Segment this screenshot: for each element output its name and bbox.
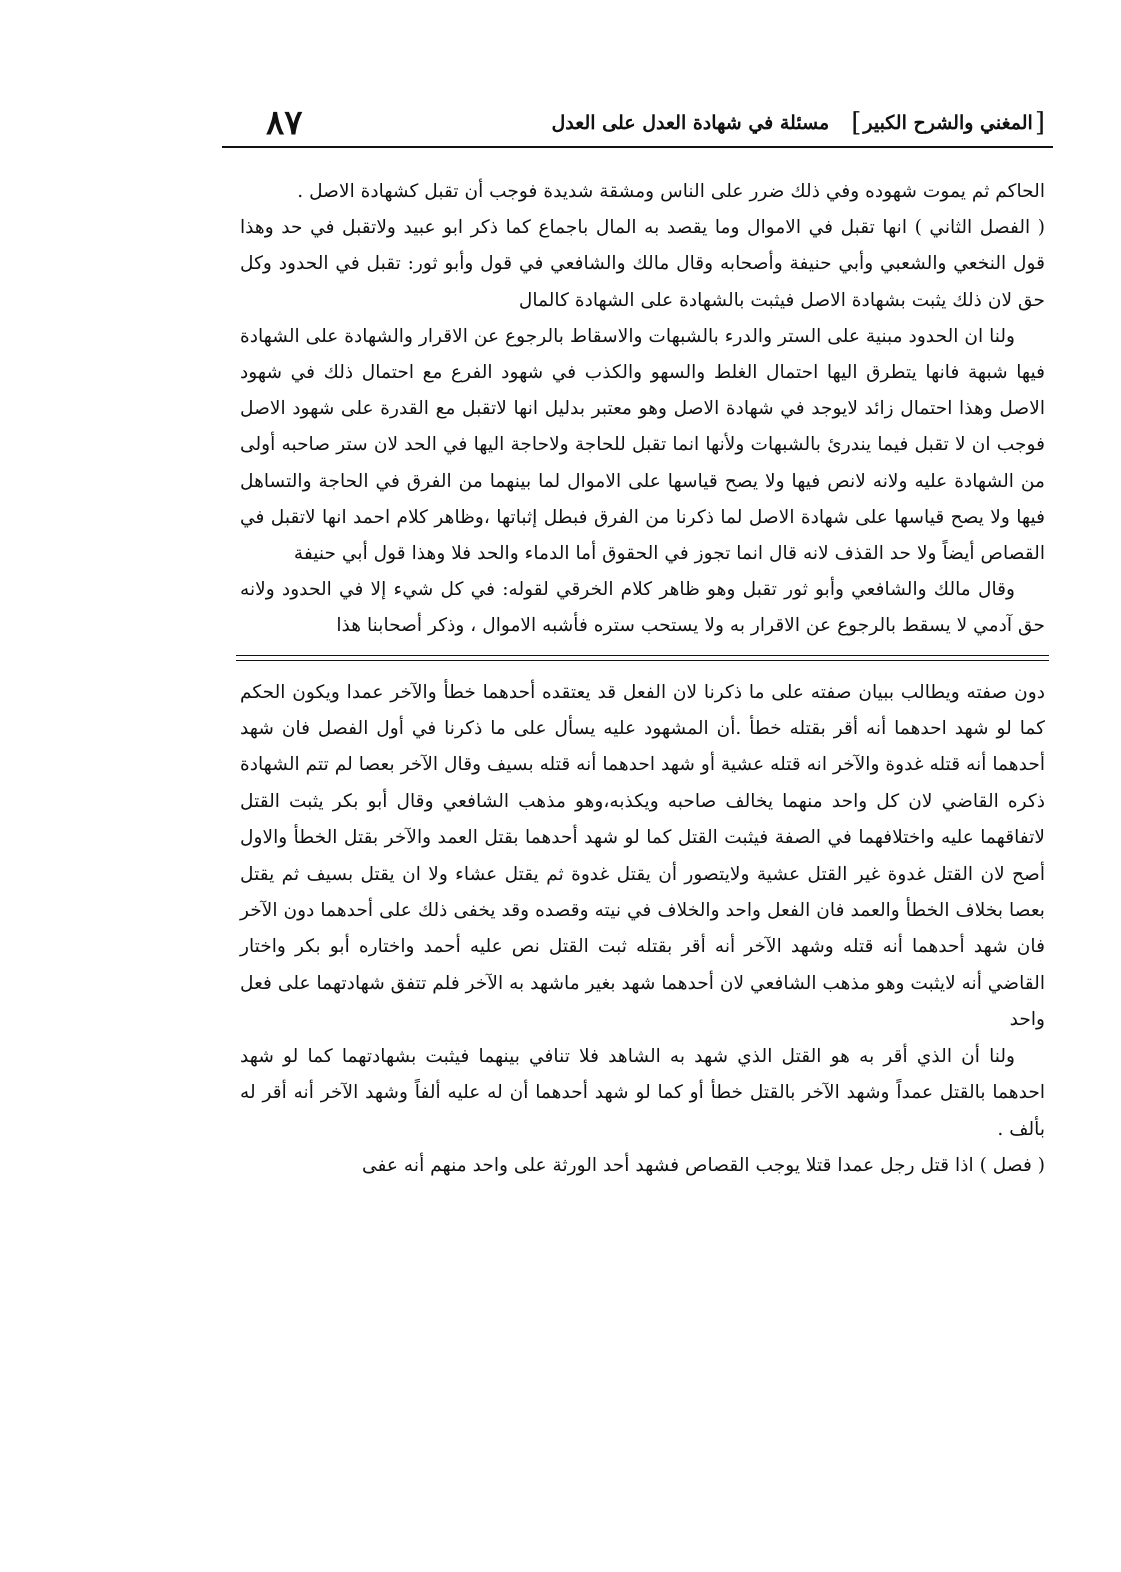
- paragraph: ولنا أن الذي أقر به هو القتل الذي شهد به الشاهد فلا تنافي بينهما فيثبت بشهادتهما كما لو شهد احدهما بالقتل عمداً وشهد الآخر بالقتل خطأ أو كما لو شهد أحدهما أن له عليه ألفاً وشهد الآخر أنه أقر له بألف .: [240, 1045, 1045, 1140]
- header-rule: [222, 146, 1053, 148]
- paragraph: وقال مالك والشافعي وأبو ثور تقبل وهو ظاهر كلام الخرقي لقوله: في كل شيء إلا في الحدود ولانه حق آدمي لا يسقط بالرجوع عن الاقرار به ولا يستحب ستره فأشبه الاموال ، وذكر أصحابنا هذا: [240, 579, 1045, 637]
- divider-line-bottom: [236, 660, 1049, 661]
- paragraph: دون صفته ويطالب ببيان صفته على ما ذكرنا لان الفعل قد يعتقده أحدهما خطأ والآخر عمدا ويكون الحكم كما لو شهد احدهما أنه أقر بقتله خطأ .أن المشهود عليه يسأل على ما ذكرنا في أول الفصل فان شهد أحدهما أنه قتله غدوة والآخر انه قتله عشية أو شهد احدهما أنه قتله بسيف وقال الآخر بعصا لم تتم الشهادة ذكره القاضي لان كل واحد منهما يخالف صاحبه ويكذبه،وهو مذهب الشافعي وقال أبو بكر يثبت القتل لاتفاقهما عليه واختلافهما في الصفة فيثبت القتل كما لو شهد أحدهما بقتل العمد والآخر بقتل الخطأ والاول أصح لان القتل غدوة غير القتل عشية ولايتصور أن يقتل غدوة ثم يقتل عشاء ولا ان يقتل بسيف ثم يقتل بعصا بخلاف الخطأ والعمد فان الفعل واحد والخلاف في نيته وقصده وقد يخفى ذلك على أحدهما دون الآخر فان شهد أحدهما أنه قتله وشهد الآخر أنه أقر بقتله ثبت القتل نص عليه أحمد واختاره أبو بكر واختار القاضي أنه لايثبت وهو مذهب الشافعي لان أحدهما شهد بغير ماشهد به الآخر فلم تتفق شهادتهما على فعل واحد: [240, 681, 1045, 1031]
- paragraph: ( الفصل الثاني ) انها تقبل في الاموال وما يقصد به المال باجماع كما ذكر ابو عبيد ولاتقبل في حد وهذا قول النخعي والشعبي وأبي حنيفة وأصحابه وقال مالك والشافعي في قول وأبو ثور: تقبل في الحدود وكل حق لان ذلك يثبت بشهادة الاصل فيثبت بالشهادة على الشهادة كالمال: [240, 217, 1045, 311]
- commentary-text-block: [240, 675, 1045, 1185]
- section-topic: مسئلة في شهادة العدل على العدل: [551, 112, 830, 134]
- paragraph: ولنا ان الحدود مبنية على الستر والدرء بالشبهات والاسقاط بالرجوع عن الاقرار والشهادة على الشهادة فيها شبهة فانها يتطرق اليها احتمال الغلط والسهو والكذب في شهود الفرع مع احتمال ذلك في شهود الاصل وهذا احتمال زائد لايوجد في شهادة الاصل وهو معتبر بدليل انها لاتقبل مع القدرة على شهود الاصل فوجب ان لا تقبل فيما يندرئ بالشبهات ولأنها انما تقبل للحاجة ولاحاجة اليها في الحد لان ستر صاحبه أولى من الشهادة عليه ولانه لانص فيها ولا يصح قياسها على الاموال لما بينهما من الفرق في الحاجة والتساهل فيها ولا يصح قياسها على شهادة الاصل لما ذكرنا من الفرق فبطل إثباتها ،وظاهر كلام احمد انها لاتقبل في القصاص أيضاً ولا حد القذف لانه قال انما تجوز في الحقوق أما الدماء والحد فلا وهذا قول أبي حنيفة: [240, 325, 1045, 565]
- section-divider: [240, 651, 1045, 671]
- running-title: [552, 110, 1046, 136]
- page-header: [240, 98, 1045, 148]
- paragraph: الحاكم ثم يموت شهوده وفي ذلك ضرر على الناس ومشقة شديدة فوجب أن تقبل كشهادة الاصل .: [297, 181, 1045, 202]
- book-page: [240, 98, 1045, 1498]
- title-bracket-open: [: [1034, 108, 1045, 138]
- paragraph: ( فصل ) اذا قتل رجل عمدا قتلا يوجب القصاص فشهد أحد الورثة على واحد منهم أنه عفى: [362, 1154, 1045, 1176]
- book-title: المغني والشرح الكبير: [863, 112, 1033, 134]
- main-text-block: [240, 174, 1045, 645]
- divider-line-top: [236, 655, 1049, 656]
- title-bracket-close: ]: [851, 108, 862, 138]
- page-number: ٨٧: [266, 103, 303, 143]
